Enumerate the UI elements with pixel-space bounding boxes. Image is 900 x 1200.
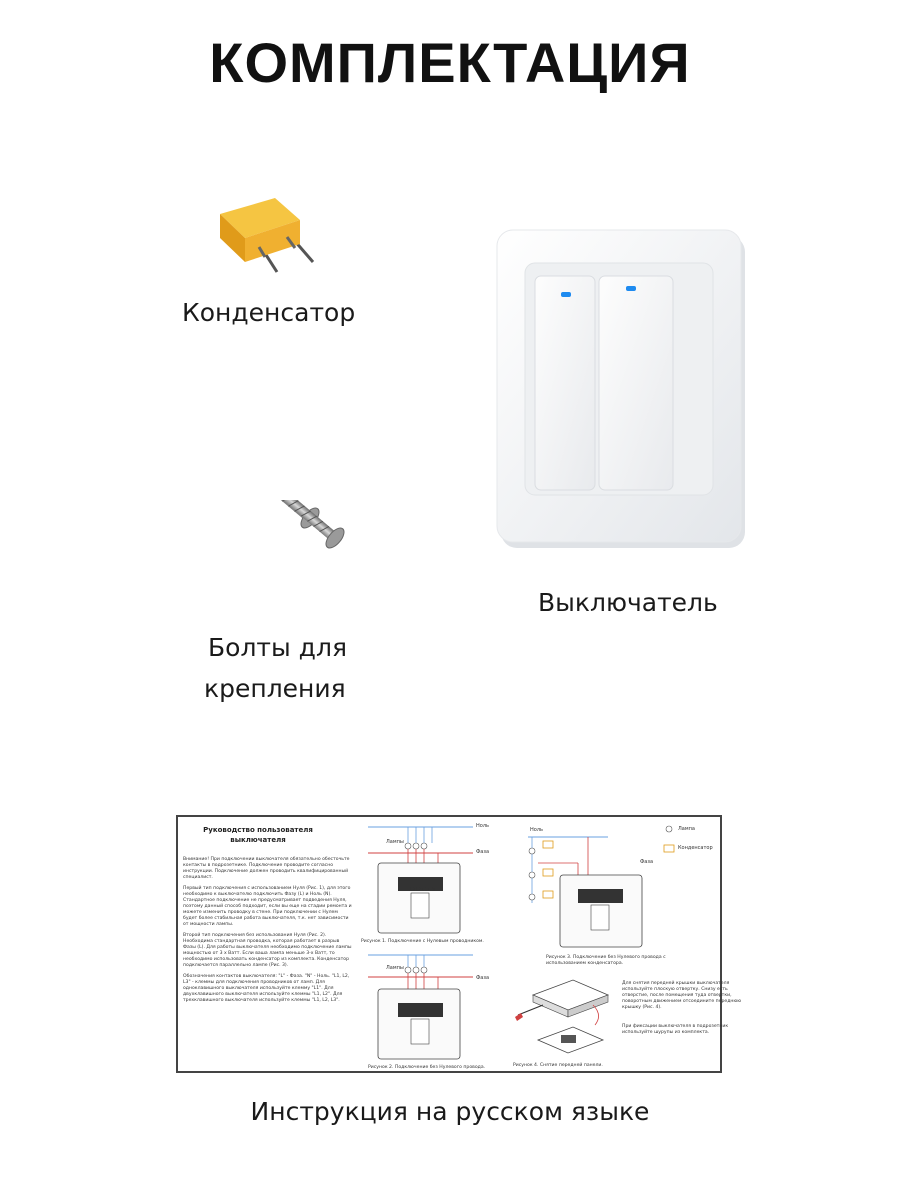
manual-text bbox=[183, 857, 353, 1009]
label-phase-2: Фаза bbox=[476, 975, 490, 981]
figure-2-diagram bbox=[363, 949, 493, 1067]
label-phase: Фаза bbox=[476, 849, 490, 855]
bolts-image bbox=[210, 500, 345, 615]
manual-para-2: Первый тип подключения с использованием Нуля (Рис. 1), для этого необходимо к выключателю подключить Фазу (L) и Ноль (N). Стандартное подключение не предусматривает подведения Нуля, поэтому данный способ подходит, если вы еще на стадии ремонта и можете изменить проводку в стене. При подключении с Нулем будет более стабильная работа выключателя, т.к. нет зависимости от мощности лампы. bbox=[183, 886, 352, 927]
figure-2-caption: Рисунок 2. Подключение без Нулевого провода. bbox=[368, 1065, 486, 1070]
label-phase-3: Фаза bbox=[640, 859, 654, 865]
figure-3-diagram bbox=[518, 823, 648, 953]
bolts-caption-line2: крепления bbox=[204, 674, 346, 703]
manual-title: Руководство пользователя выключателя bbox=[203, 826, 313, 844]
switch-image bbox=[495, 228, 750, 553]
bolts-caption-line1: Болты для bbox=[208, 633, 347, 662]
bolts-caption bbox=[204, 627, 347, 709]
label-neutral-3: Ноль bbox=[530, 827, 543, 833]
figure-3-caption: Рисунок 3. Подключение без Нулевого провода с использованием конденсатора. bbox=[546, 955, 666, 966]
label-lamps: Лампы bbox=[386, 839, 404, 845]
switch-caption: Выключатель bbox=[538, 588, 718, 617]
figure-4-caption: Рисунок 4. Снятие передней панели. bbox=[513, 1063, 603, 1068]
manual-para-1: Внимание! При подключении выключателя обязательно обесточьте контакты в подрозетнике. Подключение проводите согласно инструкции. Подключение должен проводить квалифицированный специалист. bbox=[183, 857, 350, 880]
manual-sheet-image bbox=[176, 815, 742, 1073]
manual-para-4: Обозначения контактов выключателя: "L" - Фаза. "N" - Ноль. "L1, L2, L3" - клеммы для подключения проводников от ламп. Для одноклавишного выключателя используйте клемму "L1". Для двухклавишного выключателя используйте клеммы "L1, L2". Для трехклавишного выключателя используйте клеммы "L1, L2, L3". bbox=[183, 974, 350, 1003]
label-lamp-legend: Лампа bbox=[678, 826, 695, 832]
legend-icons bbox=[663, 825, 677, 855]
terminals-label: L3 L2 L1 L N bbox=[410, 887, 435, 892]
manual-note-2: При фиксации выключателя в подрозетник используйте шурупы из комплекта. bbox=[622, 1024, 729, 1035]
figure-1-diagram bbox=[363, 821, 493, 943]
capacitor-image bbox=[215, 192, 325, 277]
capacitor-caption: Конденсатор bbox=[182, 298, 356, 327]
manual-para-3: Второй тип подключения без использования Нуля (Рис. 2). Необходима стандартная проводка, которая работает в разрыв Фазы (L). Для работы выключателя необходимо подключение лампы мощностью от 3 х Ватт. Если ваша лампа меньше 3-х Ватт, то необходимо использовать конденсатор из комплекта. Конденсатор подключается параллельно лампе (Рис. 3). bbox=[183, 933, 352, 968]
label-lamps-2: Лампы bbox=[386, 965, 404, 971]
label-capacitor-legend: Конденсатор bbox=[678, 845, 713, 851]
page-title: КОМПЛЕКТАЦИЯ bbox=[209, 31, 691, 94]
manual-note-1: Для снятия передней крышки выключателя используйте плоскую отвертку. Снизу есть отверстие, после помещения туда отвертки, поворотным движением отсоедините переднюю крышку (Рис. 4). bbox=[622, 981, 742, 1010]
figure-4-diagram bbox=[513, 975, 623, 1065]
figure-1-caption: Рисунок 1. Подключение с Нулевым проводником. bbox=[361, 939, 484, 944]
label-neutral: Ноль bbox=[476, 823, 489, 829]
manual-caption: Инструкция на русском языке bbox=[250, 1097, 650, 1126]
